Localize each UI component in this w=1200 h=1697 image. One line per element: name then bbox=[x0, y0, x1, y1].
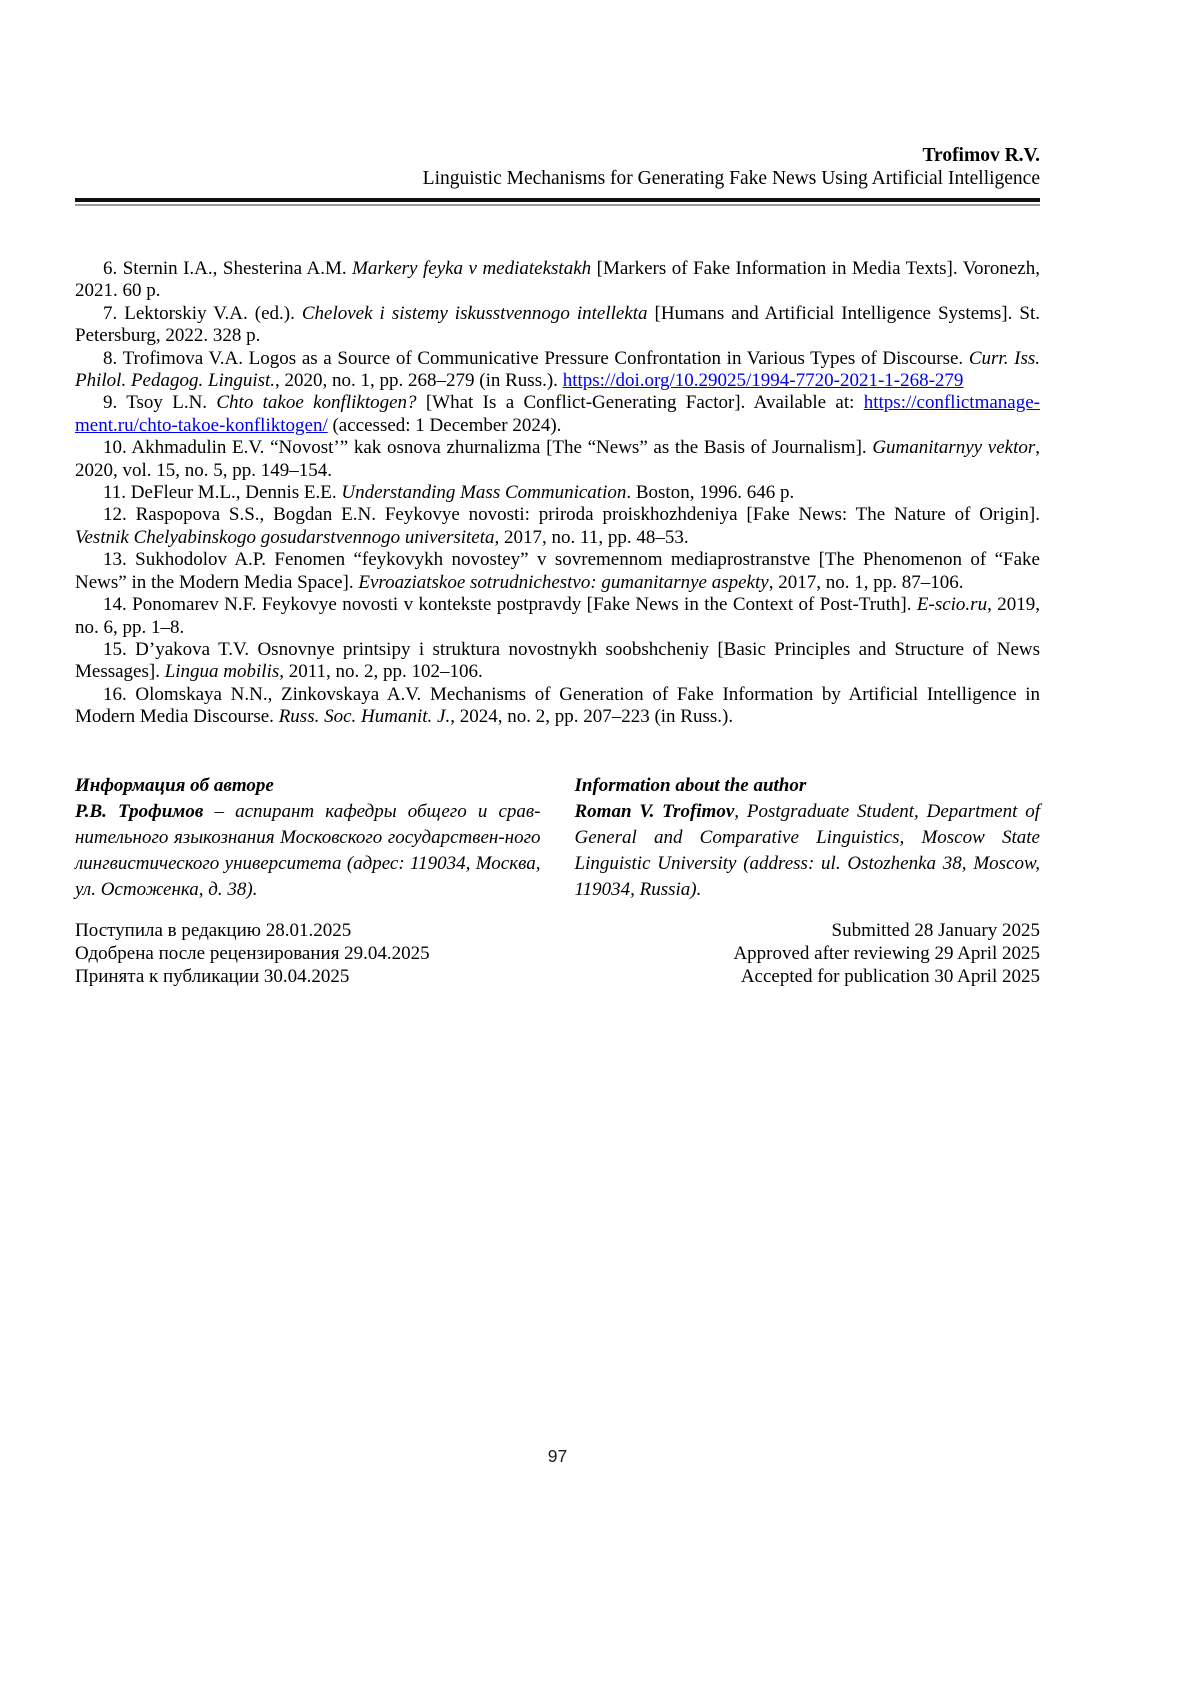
reference-italic-text: Chto takoe konfliktogen? bbox=[216, 392, 417, 414]
reference-text: 16. Olomskaya N.N., Zinkovskaya A.V. Mechanisms of Generation of Fake Information by Artificial Intelligence in Modern Media Discourse. bbox=[75, 683, 1040, 728]
reference-text: [What Is a Conflict-Generating Factor]. Available at: bbox=[416, 392, 864, 414]
reference-text: , 2020, vol. 15, no. 5, pp. 149–154. bbox=[75, 437, 1040, 481]
author-info-en-heading: Information about the author bbox=[574, 774, 807, 796]
reference-item bbox=[75, 482, 1040, 504]
author-bio-ru: – аспирант кафедры общего и срав-нительного языкознания Московского государствен-ного лингвистического университета (адрес: 119034, Москва, ул. Остоженка, д. 38). bbox=[75, 800, 541, 900]
reference-item bbox=[75, 684, 1040, 729]
reference-item bbox=[75, 549, 1040, 594]
reference-text: (accessed: 1 December 2024). bbox=[327, 414, 562, 436]
reference-item bbox=[75, 392, 1040, 437]
reference-text: 12. Raspopova S.S., Bogdan E.N. Feykovye novosti: priroda proiskhozhdeniya [Fake News: The Nature of Origin]. bbox=[103, 504, 1040, 526]
author-name-en: Roman V. Trofimov bbox=[574, 800, 735, 822]
running-head-title: Linguistic Mechanisms for Generating Fake News Using Artificial Intelligence bbox=[422, 168, 1040, 189]
author-info-ru bbox=[75, 773, 541, 903]
reference-text: 14. Ponomarev N.F. Feykovye novosti v kontekste postpravdy [Fake News in the Context of Post-Truth]. bbox=[103, 594, 917, 616]
reference-item bbox=[75, 504, 1040, 549]
reference-italic-text: Lingua mobilis bbox=[164, 661, 280, 683]
author-info-en-text bbox=[575, 799, 1041, 903]
reference-italic-text: Vestnik Chelyabinskogo gosudarstvennogo universiteta bbox=[75, 526, 495, 548]
reference-text: , 2017, no. 1, pp. 87–106. bbox=[768, 571, 964, 593]
author-info-en bbox=[575, 773, 1041, 903]
page-content bbox=[75, 0, 1040, 988]
page-number: 97 bbox=[547, 1446, 568, 1466]
date-submitted-ru: Поступила в редакцию 28.01.2025 bbox=[75, 919, 352, 941]
dates-en bbox=[558, 919, 1041, 988]
running-head bbox=[75, 144, 1040, 190]
reference-italic-text: Evroaziatskoe sotrudnichestvo: gumanitarnye aspekty bbox=[358, 571, 769, 593]
reference-text: [Humans and Artificial Intelligence Systems]. St. Petersburg, 2022. 328 p. bbox=[75, 302, 1040, 347]
reference-link[interactable]: https://conflictmanage-ment.ru/chto-takoe-konfliktogen/ bbox=[75, 392, 1040, 436]
reference-italic-text: Curr. Iss. Philol. Pedagog. Linguist. bbox=[75, 347, 1040, 392]
reference-italic-text: Russ. Soc. Humanit. J. bbox=[278, 706, 451, 728]
reference-italic-text: Chelovek i sistemy iskusstvennogo intellekta bbox=[301, 302, 648, 324]
reference-text: , 2011, no. 2, pp. 102–106. bbox=[279, 661, 483, 683]
running-head-author: Trofimov R.V. bbox=[922, 145, 1040, 166]
reference-link[interactable]: https://doi.org/10.29025/1994-7720-2021-1-268-279 bbox=[562, 370, 964, 392]
reference-text: 8. Trofimova V.A. Logos as a Source of Communicative Pressure Confrontation in Various Types of Discourse. bbox=[103, 347, 969, 369]
reference-item bbox=[75, 348, 1040, 393]
header-rule-thin bbox=[75, 204, 1040, 206]
date-accepted-ru: Принята к публикации 30.04.2025 bbox=[75, 965, 350, 987]
reference-italic-text: Gumanitarnyy vektor bbox=[872, 437, 1036, 459]
header-rule-thick bbox=[75, 198, 1040, 202]
date-submitted-en: Submitted 28 January 2025 bbox=[831, 919, 1040, 941]
author-info-ru-heading: Информация об авторе bbox=[75, 774, 274, 796]
reference-text: , 2020, no. 1, pp. 268–279 (in Russ.). bbox=[275, 370, 563, 392]
reference-item bbox=[75, 594, 1040, 639]
reference-italic-text: Markery feyka v mediatekstakh bbox=[352, 258, 592, 279]
author-info-section bbox=[75, 773, 1040, 903]
reference-text: , 2017, no. 11, pp. 48–53. bbox=[494, 526, 689, 548]
date-approved-en: Approved after reviewing 29 April 2025 bbox=[733, 942, 1040, 964]
date-accepted-en: Accepted for publication 30 April 2025 bbox=[740, 965, 1040, 987]
reference-item bbox=[75, 258, 1040, 303]
reference-text: 9. Tsoy L.N. bbox=[103, 392, 217, 414]
author-name-ru: Р.В. Трофимов bbox=[75, 800, 204, 822]
dates-ru bbox=[75, 919, 558, 988]
reference-text: 10. Akhmadulin E.V. “Novost’” kak osnova zhurnalizma [The “News” as the Basis of Journalism]. bbox=[103, 437, 873, 459]
reference-text: 6. Sternin I.A., Shesterina A.M. bbox=[103, 258, 353, 279]
reference-italic-text: E-scio.ru bbox=[916, 594, 988, 616]
reference-text: 15. D’yakova T.V. Osnovnye printsipy i struktura novostnykh soobshcheniy [Basic Principles and Structure of News Messages]. bbox=[75, 638, 1040, 683]
author-info-ru-text bbox=[75, 799, 541, 903]
author-bio-en: , Postgraduate Student, Department of General and Comparative Linguistics, Moscow State Linguistic University (address: ul. Ostozhenka 38, Moscow, 119034, Russia). bbox=[574, 800, 1040, 900]
reference-item bbox=[75, 639, 1040, 684]
dates-section bbox=[75, 919, 1040, 988]
reference-italic-text: Understanding Mass Communication bbox=[341, 482, 627, 504]
reference-text: [Markers of Fake Information in Media Texts]. Voronezh, 2021. 60 p. bbox=[75, 258, 1040, 302]
reference-text: . Boston, 1996. 646 p. bbox=[626, 482, 795, 504]
reference-item bbox=[75, 303, 1040, 348]
reference-text: 11. DeFleur M.L., Dennis E.E. bbox=[103, 482, 342, 504]
date-approved-ru: Одобрена после рецензирования 29.04.2025 bbox=[75, 942, 430, 964]
reference-text: 13. Sukhodolov A.P. Fenomen “feykovykh novostey” v sovremennom mediaprostranstve [The Phenomenon of “Fake News” in the Modern Media Space]. bbox=[75, 549, 1040, 593]
reference-text: 7. Lektorskiy V.A. (ed.). bbox=[103, 302, 302, 324]
reference-text: , 2024, no. 2, pp. 207–223 (in Russ.). bbox=[450, 706, 734, 728]
reference-text: , 2019, no. 6, pp. 1–8. bbox=[75, 594, 1041, 638]
references-list bbox=[75, 258, 1040, 729]
reference-item bbox=[75, 437, 1040, 482]
